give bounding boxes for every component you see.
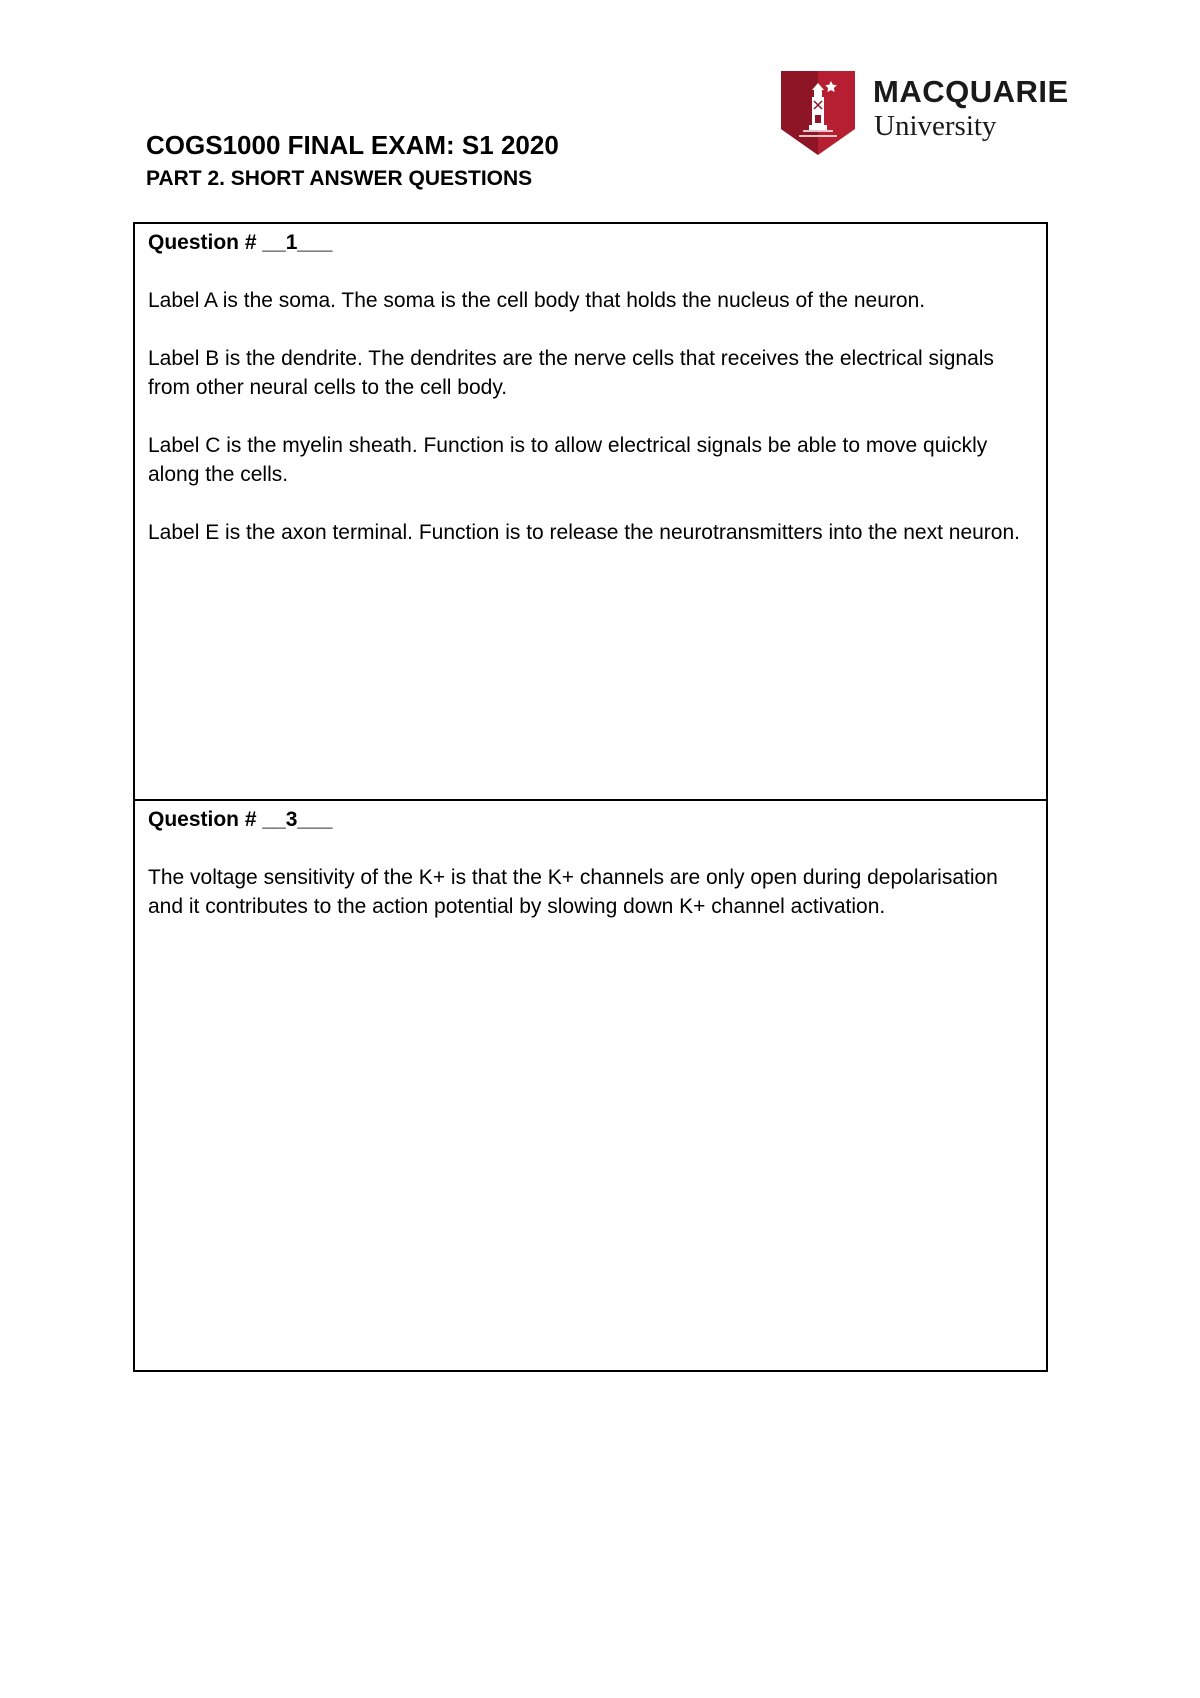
question-label-prefix: Question #	[148, 808, 263, 831]
question-number: __1___	[262, 231, 333, 254]
university-logo	[781, 71, 1071, 159]
exam-part-heading: PART 2. SHORT ANSWER QUESTIONS	[146, 167, 533, 190]
macquarie-shield-icon	[781, 71, 855, 155]
answer-box-question-3[interactable]	[135, 801, 1046, 1370]
logo-subtitle: University	[874, 110, 997, 142]
question-label	[148, 228, 1034, 257]
answer-paragraph: Label B is the dendrite. The dendrites are the nerve cells that receives the electrical signals from other neural cells to the cell body.	[148, 347, 994, 399]
answer-paragraph: Label A is the soma. The soma is the cell body that holds the nucleus of the neuron.	[148, 289, 926, 312]
answer-paragraph: Label C is the myelin sheath. Function is to allow electrical signals be able to move quickly along the cells.	[148, 434, 988, 486]
answer-paragraph: The voltage sensitivity of the K+ is that the K+ channels are only open during depolarisation and it contributes to the action potential by slowing down K+ channel activation.	[148, 866, 998, 918]
exam-title: COGS1000 FINAL EXAM: S1 2020	[146, 130, 559, 160]
question-number: __3___	[262, 808, 333, 831]
question-label-prefix: Question #	[148, 231, 263, 254]
answer-paragraph: Label E is the axon terminal. Function is to release the neurotransmitters into the next neuron.	[148, 521, 1020, 544]
answer-box-question-1[interactable]	[135, 224, 1046, 801]
question-label	[148, 805, 1034, 834]
logo-wordmark: MACQUARIE	[873, 74, 1069, 109]
answer-table	[133, 222, 1048, 1372]
